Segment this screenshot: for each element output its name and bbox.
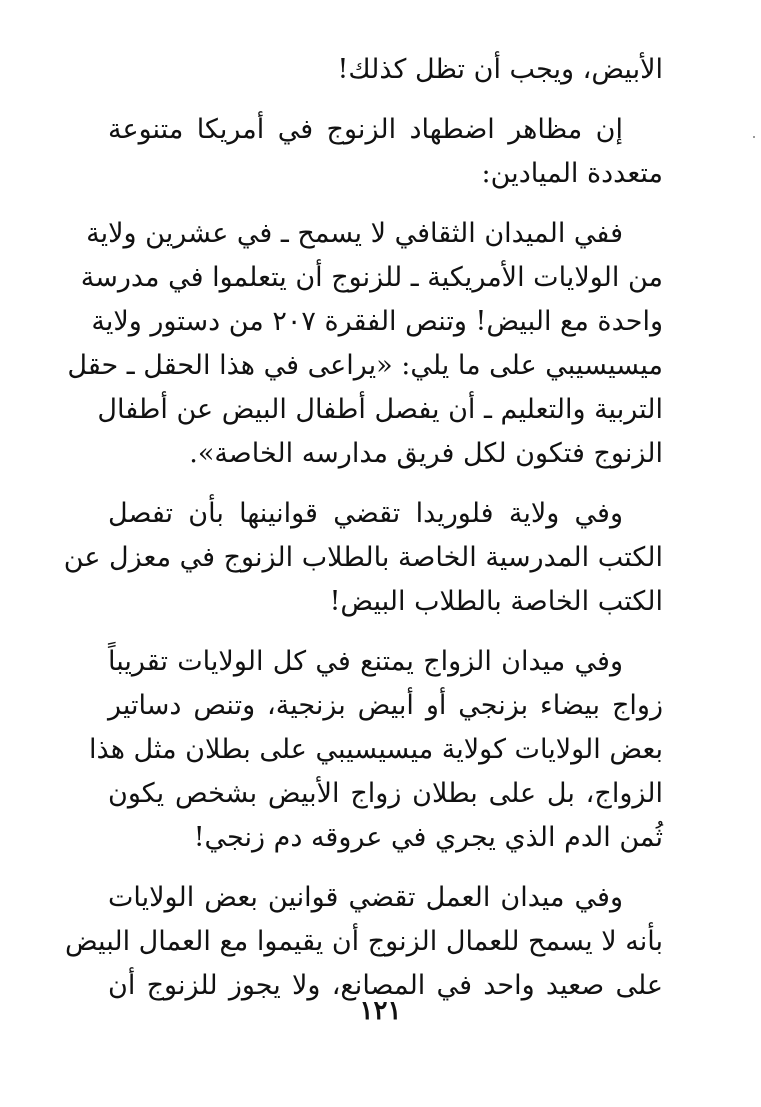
text-line: الزنوج فتكون لكل فريق مدارسه الخاصة». bbox=[189, 438, 663, 469]
text-line: ثُمن الدم الذي يجري في عروقه دم زنجي! bbox=[193, 822, 663, 853]
paragraph-continuation bbox=[108, 48, 663, 92]
text-line: متعددة الميادين: bbox=[481, 158, 663, 189]
text-line: وفي ولاية فلوريدا تقضي قوانينها بأن تفصل bbox=[108, 498, 623, 529]
text-line: إن مظاهر اضطهاد الزنوج في أمريكا متنوعة bbox=[108, 114, 623, 145]
paragraph-intro bbox=[108, 108, 663, 196]
text-line: ففي الميدان الثقافي لا يسمح ـ في عشرين ولاية bbox=[86, 218, 623, 249]
text-line: التربية والتعليم ـ أن يفصل أطفال البيض عن أطفال bbox=[97, 394, 663, 425]
text-line: الكتب الخاصة بالطلاب البيض! bbox=[329, 586, 663, 617]
text-line: الكتب المدرسية الخاصة بالطلاب الزنوج في معزل عن bbox=[63, 542, 663, 573]
text-line: الأبيض، ويجب أن تظل كذلك! bbox=[337, 54, 663, 85]
paragraph-culture bbox=[67, 212, 663, 476]
text-line: على صعيد واحد في المصانع، ولا يجوز للزنوج أن bbox=[108, 970, 663, 1001]
text-line: وفي ميدان الزواج يمتنع في كل الولايات تقريباً bbox=[108, 646, 623, 677]
text-line: من الولايات الأمريكية ـ للزنوج أن يتعلموا في مدرسة bbox=[80, 262, 663, 293]
paragraph-florida bbox=[63, 492, 663, 624]
text-line: بعض الولايات كولاية ميسيسيبي على بطلان مثل هذا bbox=[89, 734, 663, 765]
text-line: الزواج، بل على بطلان زواج الأبيض بشخص يكون bbox=[108, 778, 663, 809]
page-number: ١٢١ bbox=[359, 996, 402, 1026]
page-body bbox=[63, 48, 663, 1024]
paragraph-work bbox=[64, 876, 663, 1008]
text-line: بأنه لا يسمح للعمال الزنوج أن يقيموا مع العمال البيض bbox=[64, 926, 663, 957]
text-line: وفي ميدان العمل تقضي قوانين بعض الولايات bbox=[108, 882, 623, 913]
text-line: ميسيسيبي على ما يلي: «يراعى في هذا الحقل ـ حقل bbox=[67, 350, 663, 381]
text-line: زواج بيضاء بزنجي أو أبيض بزنجية، وتنص دساتير bbox=[108, 690, 663, 721]
text-line: واحدة مع البيض! وتنص الفقرة ٢٠٧ من دستور ولاية bbox=[91, 306, 663, 337]
paragraph-marriage bbox=[89, 640, 663, 860]
scan-speck bbox=[753, 136, 755, 138]
